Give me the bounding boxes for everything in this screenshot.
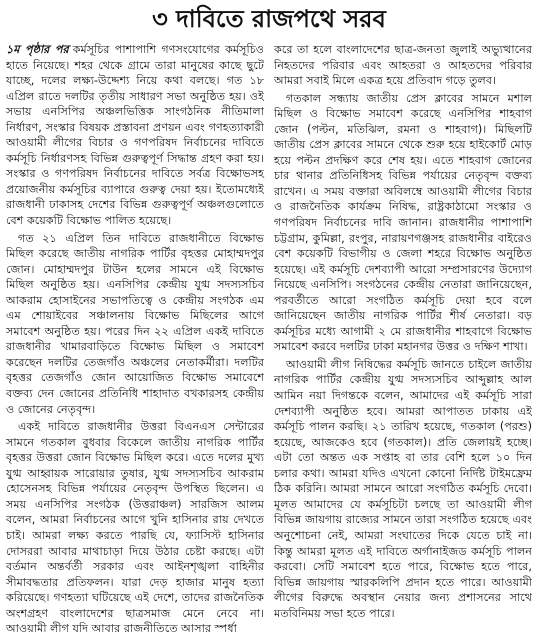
right-column [274, 42, 532, 628]
paragraph [6, 42, 264, 229]
left-column [6, 42, 264, 636]
paragraph: একই দাবিতে রাজধানীর উত্তরা বিএনএস সেন্টারের সামনে গতকাল বুধবার বিকেলে জাতীয় নাগরিক পার্টির বৃহত্তর উত্তরা জোন বিক্ষোভ মিছিল করে। এতে দলের মুখ্য যুগ্ম আহ্বায়ক সারোয়ার তুষার, যুগ্ম সদস্যসচিব আকরাম হোসেনসহ বিভিন্ন পর্যায়ের নেতৃবৃন্দ উপস্থিত ছিলেন। এ সময় এনসিপির সংগঠক (উত্তরাঞ্চল) সারজিস আলম বলেন, আমরা নির্বাচনের আগে খুনি হাসিনার রায় দেখতে চাই। আমরা লক্ষ্য করতে পারছি যে, ফ্যাসিস্ট হাসিনার দোসররা আবার মাথাচাড়া দিয়ে উঠার চেষ্টা করছে। এটা বর্তমান অন্তর্বর্তী সরকার এবং আইনশৃঙ্খলা বাহিনীর সীমাবদ্ধতার প্রতিফলন। যারা দেড় হাজার মানুষ হত্যা করিয়েছে। গণহত্যা ঘটিয়েছে এই দেশে, তাদের রাজনৈতিক অংশগ্রহণ বাংলাদেশের ছাত্রসমাজ মেনে নেবে না। আওয়ামী লীগ যদি আবার রাজনীতিতে আসার স্পর্ধা [6, 420, 264, 636]
article-body [6, 42, 532, 636]
paragraph-text: কর্মসূচির পাশাপাশি গণসংযোগের কর্মসূচিও হাতে নিয়েছে। শহর থেকে গ্রামে তারা মানুষের কাছে ছুটে যাচ্ছে, দলের লক্ষ্য-উদ্দেশ্য নিয়ে কথা বলছে। গত ১৮ এপ্রিল রাতে দলটির তৃতীয় সাধারণ সভা অনুষ্ঠিত হয়। ওই সভায় এনসিপির অঞ্চলভিত্তিক সাংগঠনিক নীতিমালা নির্ধারণ, সংস্কার বিষয়ক প্রস্তাবনা প্রণয়ন এবং গণহত্যাকারী আওয়ামী লীগের বিচার ও গণপরিষদ নির্বাচনের দাবিতে কর্মসূচি নির্ধারণসহ বিভিন্ন গুরুত্বপূর্ণ সিদ্ধান্ত গ্রহণ করা হয়। সংস্কার ও গণপরিষদ নির্বাচনের দাবিতে সর্বত্র বিক্ষোভসহ প্রয়োজনীয় কর্মসূচির ব্যাপারে গুরুত্ব দেয়া হয়। ইতোমধ্যেই রাজধানী ঢাকাসহ দেশের বিভিন্ন গুরুত্বপূর্ণ অঞ্চলগুলোতে বেশ কয়েকটি বিক্ষোভ পালিত হয়েছে। [6, 43, 264, 228]
paragraph: গতকাল সন্ধ্যায় জাতীয় প্রেস ক্লাবের সামনে মশাল মিছিল ও বিক্ষোভ সমাবেশ করেছে এনসিপির শাহবাগ জোন (পল্টন, মতিঝিল, রমনা ও শাহবাগ)। মিছিলটি জাতীয় প্রেস ক্লাবের সামনে থেকে শুরু হয়ে হাইকোর্ট মোড় হয়ে পল্টন প্রদক্ষিণ করে শেষ হয়। এতে শাহবাগ জোনের চার থানার প্রতিনিধিসহ বিভিন্ন পর্যায়ের নেতৃবৃন্দ বক্তব্য রাখেন। এ সময় বক্তারা অবিলম্বে আওয়ামী লীগের বিচার ও রাজনৈতিক কার্যক্রম নিষিদ্ধ, রাষ্ট্রকাঠামো সংস্কার ও গণপরিষদ নির্বাচনের দাবি জানান। রাজধানীর পাশাপাশি চট্টগ্রাম, কুমিল্লা, রংপুর, নারায়ণগঞ্জসহ রাজধানীর বাইরেও বেশ কয়েকটি বিভাগীয় ও জেলা শহরে বিক্ষোভ অনুষ্ঠিত হয়েছে। এই কর্মসূচি দেশব্যাপী আরো সম্প্রসারণের উদ্যোগ নিয়েছে এনসিপি। সংগঠনের কেন্দ্রীয় নেতারা জানিয়েছেন, পরবর্তীতে আরো সংগঠিত কর্মসূচি দেয়া হবে বলে জানিয়েছেন জাতীয় নাগরিক পার্টির শীর্ষ নেতারা। বড় কর্মসূচির মধ্যে আগামী ২ মে রাজধানীর শাহবাগে বিক্ষোভ সমাবেশ করবে দলটির ঢাকা মহানগর উত্তর ও দক্ষিণ শাখা। [274, 91, 532, 354]
paragraph: করে তা হলে বাংলাদেশের ছাত্র-জনতা জুলাই অভ্যুত্থানের নিহতদের পরিবার এবং আহতরা ও আহতদের পরিবার আমরা সবাই মিলে একত্র হয়ে প্রতিবাদ গড়ে তুলব। [274, 43, 532, 88]
article-headline: ৩ দাবিতে রাজপথে সরব [152, 5, 386, 33]
continuation-label: ১ম পৃষ্ঠার পর [6, 43, 69, 56]
paragraph: গত ২১ এপ্রিল তিন দাবিতে রাজধানীতে বিক্ষোভ মিছিল করেছে জাতীয় নাগরিক পার্টির বৃহত্তর মোহাম্মদপুর জোন। মোহাম্মদপুর টাউন হলের সামনে এই বিক্ষোভ মিছিল অনুষ্ঠিত হয়। এনসিপির কেন্দ্রীয় যুগ্ম সদস্যসচিব আকরাম হোসাইনের সভাপতিত্বে ও কেন্দ্রীয় সংগঠক এম এম শোয়াইবের সঞ্চালনায় বিক্ষোভ মিছিলের আগে সমাবেশ অনুষ্ঠিত হয়। পরের দিন ২২ এপ্রিল একই দাবিতে রাজধানীর খামারবাড়িতে বিক্ষোভ মিছিল ও সমাবেশ করেছেন দলটির তেজগাঁও অঞ্চলের নেতাকর্মীরা। দলটির বৃহত্তর তেজগাঁও জোন আয়োজিত বিক্ষোভ সমাবেশে বক্তব্য দেন জোনের প্রতিনিধি শাহাদাত বখকারসহ কেন্দ্রীয় ও জোনের নেতৃবৃন্দ। [6, 231, 264, 416]
paragraph: আওয়ামী লীগ নিষিদ্ধের কর্মসূচি জানতে চাইলে জাতীয় নাগরিক পার্টির কেন্দ্রীয় যুগ্ম সদস্যসচিব আব্দুল্লাহ আল আমিন নয়া দিগন্তকে বলেন, আমাদের এই কর্মসূচি সারা দেশব্যাপী অনুষ্ঠিত হবে। আমরা আপাতত ঢাকায় এই কর্মসূচি পালন করছি। ২১ তারিখ হয়েছে, গতকাল (পরশু) হয়েছে, আজকেও হবে (গতকাল)। প্রতি জেলায়ই হচ্ছে। এটা তো অন্তত এক সপ্তাহ বা তার বেশি হলে ১০ দিন চলার কথা। আমরা যদিও এখনো কোনো নির্দিষ্ট টাইমফ্রেম ঠিক করিনি। আমরা সামনে আরো সংগঠিত কর্মসূচি দেবো। মূলত আমাদের যে কর্মসূচিটা চলছে তা আওয়ামী লীগ বিভিন্ন জায়গায় রাজ্যের সামনে তারা সংগঠিত হয়েছে এবং অনুশোচনা নেই, আমরা সংঘাতের দিকে যেতে চাই না। কিন্তু আমরা মূলত এই দাবিতে অর্গানাইজড কর্মসূচি পালন করবো। সেটি সমাবেশ হতে পারে, বিক্ষোভ হতে পারে, বিভিন্ন জায়গায় স্মারকলিপি প্রদান হতে পারে। আওয়ামী লীগের বিরুদ্ধে অবস্থান নেয়ার জন্য প্রশাসনের সাথে মতবিনিময় সভা হতে পারে। [274, 357, 532, 620]
